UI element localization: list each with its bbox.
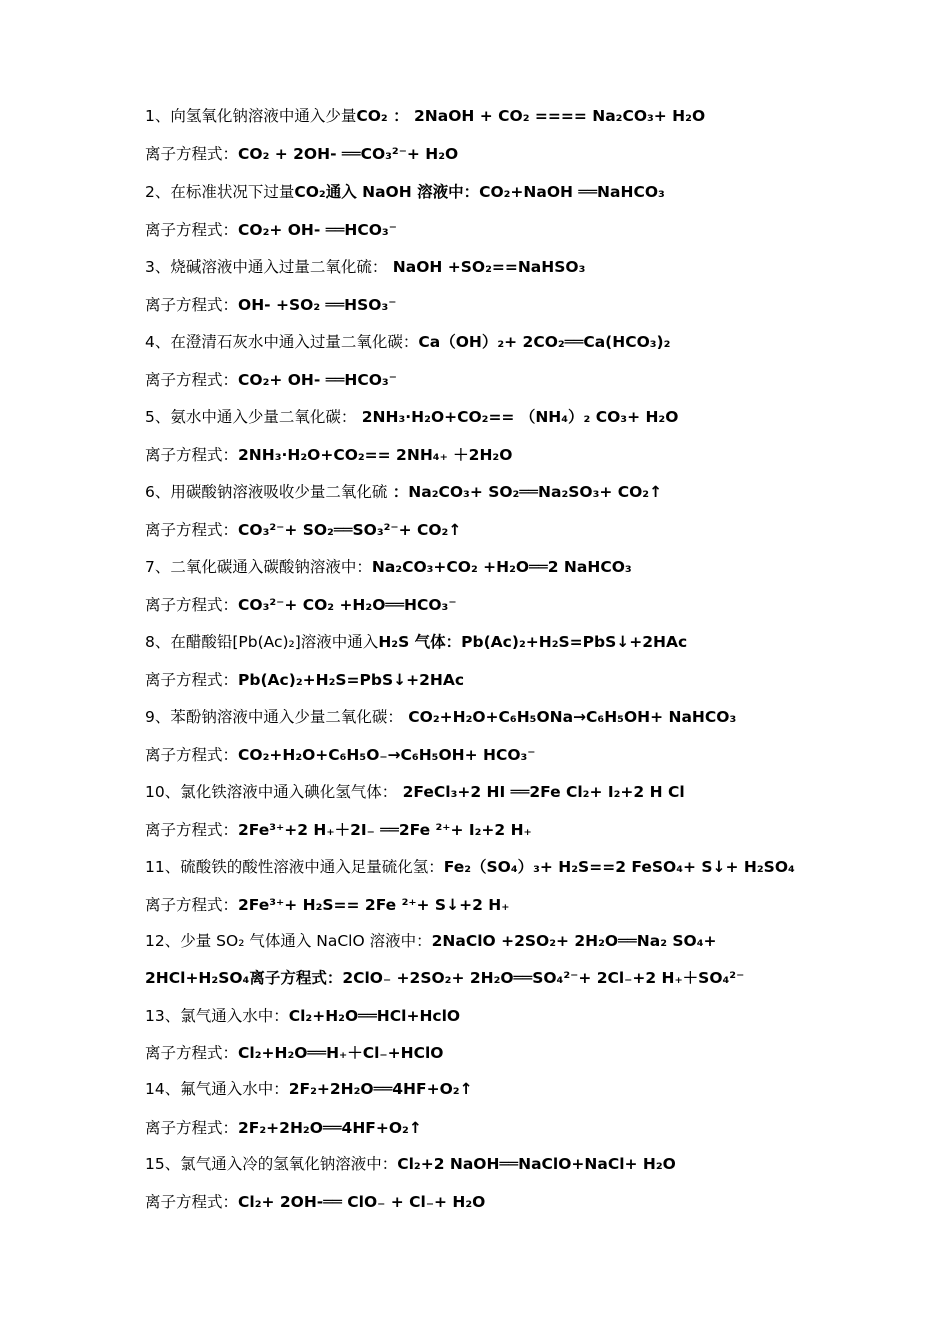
line-1: 1、向氢氧化钠溶液中通入少量CO₂ ： 2NaOH + CO₂ ==== Na₂CO₃+ H₂O: [145, 107, 706, 125]
line-26: 14、氟气通入水中：2F₂+2H₂O══4HF+O₂↑: [145, 1080, 473, 1098]
line-10: 离子方程式：2NH₃·H₂O+CO₂== 2NH₄₊ ＋2H₂O: [145, 446, 513, 464]
line-11: 6、用碳酸钠溶液吸收少量二氧化硫 ：Na₂CO₃+ SO₂══Na₂SO₃+ CO₂↑: [145, 483, 663, 501]
line-23: 12、少量 SO₂ 气体通入 NaClO 溶液中：2NaClO +2SO₂+ 2H₂O══Na₂ SO₄+ 2HCl+H₂SO₄离子方程式：2ClO₋ +2SO₂+ 2H₂O══SO₄²⁻+ 2Cl₋+2 H₊＋SO₄²⁻: [145, 932, 745, 987]
line-2: 离子方程式：CO₂ + 2OH- ══CO₃²⁻+ H₂O: [145, 145, 459, 163]
line-6: 离子方程式：OH- +SO₂ ══HSO₃⁻: [145, 296, 397, 314]
line-14: 离子方程式：CO₃²⁻+ CO₂ +H₂O══HCO₃⁻: [145, 596, 457, 614]
line-21: 11、硫酸铁的酸性溶液中通入足量硫化氢：Fe₂（SO₄）₃+ H₂S==2 FeSO₄+ S↓+ H₂SO₄: [145, 858, 795, 876]
line-7: 4、在澄清石灰水中通入过量二氧化碳：Ca（OH）₂+ 2CO₂══Ca(HCO₃)₂: [145, 333, 671, 351]
line-5: 3、烧碱溶液中通入过量二氧化硫： NaOH +SO₂==NaHSO₃: [145, 258, 586, 276]
line-25: 离子方程式：Cl₂+H₂O══H₊＋Cl₋+HClO: [145, 1044, 444, 1062]
line-29: 离子方程式：Cl₂+ 2OH-══ ClO₋ + Cl₋+ H₂O: [145, 1193, 486, 1211]
line-28: 15、氯气通入冷的氢氧化钠溶液中：Cl₂+2 NaOH══NaClO+NaCl+ H₂O: [145, 1155, 676, 1173]
line-22: 离子方程式：2Fe³⁺+ H₂S== 2Fe ²⁺+ S↓+2 H₊: [145, 896, 510, 914]
line-15: 8、在醋酸铅[Pb(Ac)₂]溶液中通入H₂S 气体：Pb(Ac)₂+H₂S=PbS↓+2HAc: [145, 633, 688, 651]
line-12: 离子方程式：CO₃²⁻+ SO₂══SO₃²⁻+ CO₂↑: [145, 521, 462, 539]
line-8: 离子方程式：CO₂+ OH- ══HCO₃⁻: [145, 371, 397, 389]
line-24: 13、氯气通入水中：Cl₂+H₂O══HCl+HclO: [145, 1007, 461, 1025]
line-27: 离子方程式：2F₂+2H₂O══4HF+O₂↑: [145, 1119, 422, 1137]
line-19: 10、氯化铁溶液中通入碘化氢气体： 2FeCl₃+2 HI ══2Fe Cl₂+ I₂+2 H Cl: [145, 783, 685, 801]
line-3: 2、在标准状况下过量CO₂通入 NaOH 溶液中：CO₂+NaOH ══NaHCO₃: [145, 183, 665, 201]
line-9: 5、氨水中通入少量二氧化碳： 2NH₃·H₂O+CO₂== （NH₄）₂ CO₃+ H₂O: [145, 408, 679, 426]
line-13: 7、二氧化碳通入碳酸钠溶液中：Na₂CO₃+CO₂ +H₂O══2 NaHCO₃: [145, 558, 632, 576]
line-17: 9、苯酚钠溶液中通入少量二氧化碳： CO₂+H₂O+C₆H₅ONa→C₆H₅OH+ NaHCO₃: [145, 708, 737, 726]
line-20: 离子方程式：2Fe³⁺+2 H₊＋2I₋ ══2Fe ²⁺+ I₂+2 H₊: [145, 821, 532, 839]
line-4: 离子方程式：CO₂+ OH- ══HCO₃⁻: [145, 221, 397, 239]
line-18: 离子方程式：CO₂+H₂O+C₆H₅O₋→C₆H₅OH+ HCO₃⁻: [145, 746, 536, 764]
line-16: 离子方程式：Pb(Ac)₂+H₂S=PbS↓+2HAc: [145, 671, 465, 689]
